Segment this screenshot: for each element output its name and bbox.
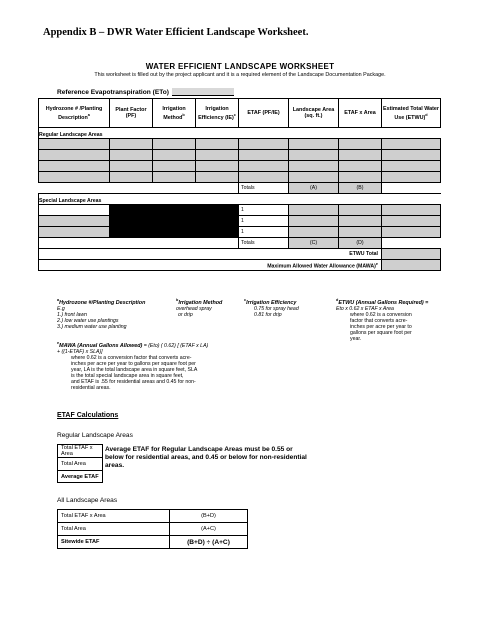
col-header-etaf: ETAF (PF/IE) — [239, 99, 289, 128]
all-total-etaf-area-label: Total ETAF x Area — [58, 510, 170, 523]
reg-total-area: Total Area — [58, 458, 103, 471]
all-areas-label: All Landscape Areas — [57, 497, 118, 504]
footnote-e: $^e$MAWA (Annual Gallons Allowed) = (Eto) ( 0.62) [ (ETAF x LA) + ((1-ETAF) x SLA)] where 0.62 is a conversion factor that converts acre- inches per acre per year to gallons per square foot per year, LA is the total landscape area in square feet, SLA is the total special landscape area in square feet, and ETAF is .55 for residential areas and 0.45 for non- residential areas. — [57, 341, 209, 392]
regular-etaf-table — [57, 444, 103, 483]
etwu-total-value[interactable] — [382, 249, 441, 260]
total-c[interactable]: (C) — [289, 238, 339, 249]
worksheet-subtitle: This worksheet is filled out by the project applicant and it is a required element of the Landscape Documentation Package. — [94, 72, 386, 78]
regular-row — [39, 172, 441, 183]
total-d[interactable]: (D) — [339, 238, 382, 249]
footnote-c: $^c$Irrigation Efficiency 0.75 for spray head 0.81 for drip — [244, 298, 299, 318]
special-etaf-value: 1 — [239, 205, 289, 216]
all-total-area-label: Total Area — [58, 523, 170, 536]
sitewide-etaf-value[interactable]: (B+D) ÷ (A+C) — [170, 536, 248, 549]
etwu-total-label: ETWU Total — [39, 249, 382, 260]
special-section-label: Special Landscape Areas — [39, 194, 441, 205]
col-header-landscape-area: Landscape Area (sq. ft.) — [289, 99, 339, 128]
col-header-etwu: Estimated Total Water Use (ETWU)$^d$ — [382, 99, 441, 128]
eto-input-line[interactable] — [172, 88, 234, 96]
col-header-etaf-area: ETAF x Area — [339, 99, 382, 128]
regular-areas-label: Regular Landscape Areas — [57, 432, 133, 439]
reg-total-etaf-area: Total ETAF x Area — [58, 445, 103, 458]
eto-row — [57, 88, 234, 96]
special-row — [39, 227, 441, 238]
special-totals-label: Totals — [239, 238, 289, 249]
appendix-title: Appendix B – DWR Water Efficient Landscape Worksheet. — [43, 27, 309, 38]
special-row — [39, 216, 441, 227]
footnote-d: $^d$ETWU (Annual Gallons Required) = Eto x 0.62 x ETAF x Area where 0.62 is a conversion factor that converts acre- inches per acre per year to gallons per square foot per year. — [336, 298, 429, 343]
col-header-irrigation-efficiency: Irrigation Efficiency (IE)$^c$ — [196, 99, 239, 128]
regular-section-label: Regular Landscape Areas — [39, 128, 441, 139]
all-areas-table — [57, 509, 248, 549]
total-a[interactable]: (A) — [289, 183, 339, 194]
etwu-total-row — [39, 249, 441, 260]
regular-row — [39, 161, 441, 172]
special-totals-row — [39, 238, 441, 249]
footnote-b: $^b$Irrigation Method overhead spray or drip — [176, 298, 223, 318]
regular-row — [39, 139, 441, 150]
mawa-value[interactable] — [382, 260, 441, 271]
average-etaf-note: Average ETAF for Regular Landscape Areas must be 0.55 or below for residential areas, and 0.45 or below for non-residential areas. — [105, 446, 307, 469]
mawa-row — [39, 260, 441, 271]
all-total-etaf-area-value[interactable]: (B+D) — [170, 510, 248, 523]
worksheet-table — [38, 98, 441, 271]
reg-average-etaf: Average ETAF — [58, 471, 103, 483]
sitewide-etaf-label: Sitewide ETAF — [58, 536, 170, 549]
eto-label: Reference Evapotranspiration (ETo) — [57, 89, 169, 96]
special-row — [39, 205, 441, 216]
regular-totals-label: Totals — [239, 183, 289, 194]
col-header-hydrozone: Hydrozone # /Planting Description$^a$ — [39, 99, 110, 128]
total-b[interactable]: (B) — [339, 183, 382, 194]
col-header-plant-factor: Plant Factor (PF) — [110, 99, 153, 128]
mawa-label: Maximum Allowed Water Allowance (MAWA)$^e$ — [39, 260, 382, 271]
regular-totals-row — [39, 183, 441, 194]
footnote-a: $^a$Hydrozone #/Planting Description E.g 1.) front lawn 2.) low water use plantings 3.) medium water use planting — [57, 298, 146, 331]
header-row — [39, 99, 441, 128]
all-total-area-value[interactable]: (A+C) — [170, 523, 248, 536]
regular-row — [39, 150, 441, 161]
worksheet-title: WATER EFFICIENT LANDSCAPE WORKSHEET — [145, 62, 335, 71]
special-etaf-value: 1 — [239, 227, 289, 238]
special-etaf-value: 1 — [239, 216, 289, 227]
col-header-irrigation-method: Irrigation Method$^b$ — [153, 99, 196, 128]
etaf-calculations-heading: ETAF Calculations — [57, 412, 119, 419]
